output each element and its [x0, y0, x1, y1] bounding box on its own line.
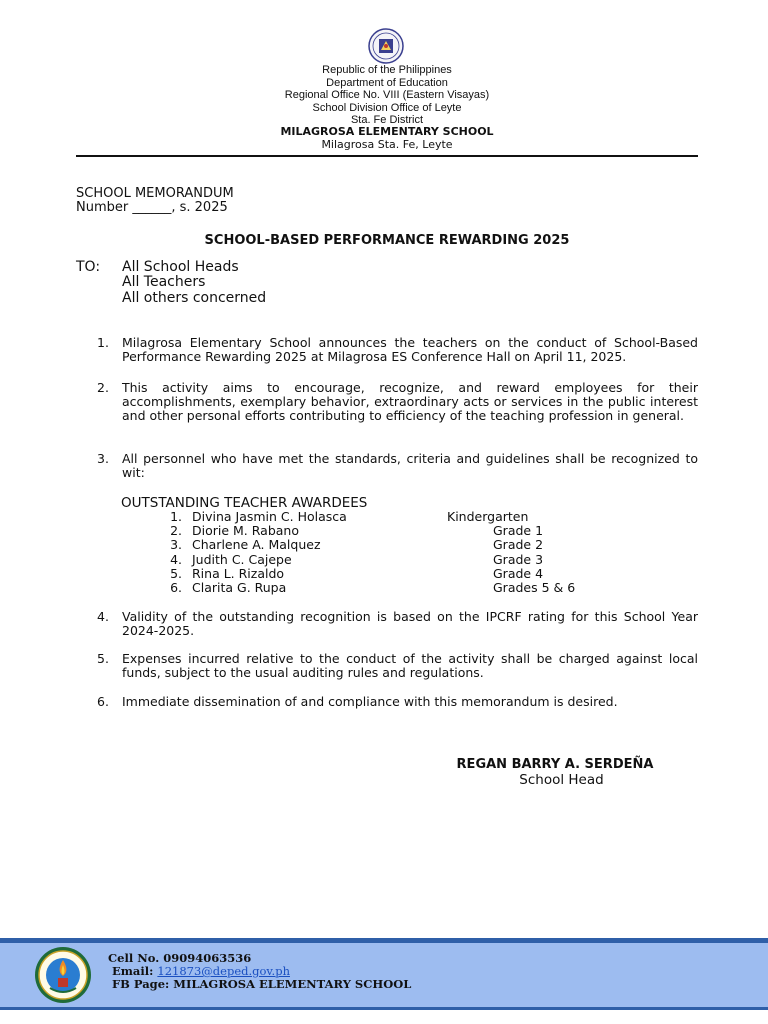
item-text: Expenses incurred relative to the conduct of the activity shall be charged against local funds, subject to the usual auditing rules and regulations.	[122, 651, 698, 680]
awardee-grade: Grade 1	[493, 523, 544, 538]
school-name: MILAGROSA ELEMENTARY SCHOOL	[280, 125, 494, 138]
awardee-number: 2.	[170, 523, 182, 538]
item-number: 5.	[97, 651, 109, 666]
awardee-number: 3.	[170, 537, 182, 552]
item-text: Validity of the outstanding recognition is based on the IPCRF rating for this School Year 2024-2025.	[122, 609, 698, 638]
header-line-1: Republic of the Philippines	[322, 64, 452, 76]
awardee-grade: Grade 4	[493, 566, 544, 581]
awardee-name: Diorie M. Rabano	[192, 523, 299, 538]
header-line-3: Regional Office No. VIII (Eastern Visayas)	[284, 89, 490, 101]
header-line-4: School Division Office of Leyte	[312, 102, 462, 114]
recipient: All Teachers	[122, 274, 206, 290]
header-divider	[76, 155, 698, 157]
awardee-name: Divina Jasmin C. Holasca	[192, 509, 347, 524]
awardee-name: Charlene A. Malquez	[192, 537, 321, 552]
school-logo-icon	[34, 946, 92, 1004]
item-number: 6.	[97, 694, 109, 709]
signatory-name: REGAN BARRY A. SERDEÑA	[456, 757, 654, 772]
awardee-number: 5.	[170, 566, 182, 581]
awardee-name: Rina L. Rizaldo	[192, 566, 285, 581]
item-text: Immediate dissemination of and compliance with this memorandum is desired.	[122, 694, 618, 709]
awardee-number: 6.	[170, 580, 182, 595]
recipient: All others concerned	[122, 290, 267, 306]
footer-fb-page: FB Page: MILAGROSA ELEMENTARY SCHOOL	[112, 977, 412, 991]
item-text: This activity aims to encourage, recognize, and reward employees for their accomplishments, exemplary behavior, extraordinary acts or services in the public interest and other personal efforts contributing to efficiency of the teaching profession in general.	[122, 380, 698, 423]
memo-title: SCHOOL-BASED PERFORMANCE REWARDING 2025	[204, 233, 570, 248]
to-label: TO:	[76, 259, 101, 275]
awardee-grade: Grades 5 & 6	[493, 580, 576, 595]
footer-email-label: Email:	[112, 964, 154, 978]
item-text: All personnel who have met the standards, criteria and guidelines shall be recognized to wit:	[122, 451, 698, 480]
item-number: 1.	[97, 335, 109, 350]
awardee-number: 1.	[170, 509, 182, 524]
deped-seal-icon	[368, 28, 404, 64]
awardee-number: 4.	[170, 552, 182, 567]
school-address: Milagrosa Sta. Fe, Leyte	[321, 138, 453, 151]
item-number: 2.	[97, 380, 109, 395]
awardee-grade: Kindergarten	[447, 509, 529, 524]
footer-cell: Cell No. 09094063536	[108, 951, 252, 965]
item-number: 3.	[97, 451, 109, 466]
footer-border-bottom	[0, 1007, 768, 1010]
awardee-grade: Grade 3	[493, 552, 544, 567]
signatory-title: School Head	[519, 772, 604, 788]
awardee-name: Judith C. Cajepe	[192, 552, 292, 567]
memo-number: Number ______, s. 2025	[76, 200, 228, 215]
header-line-2: Department of Education	[326, 77, 448, 89]
header-line-5: Sta. Fe District	[350, 114, 424, 126]
item-number: 4.	[97, 609, 109, 624]
awardees-heading: OUTSTANDING TEACHER AWARDEES	[121, 495, 368, 511]
awardee-grade: Grade 2	[493, 537, 544, 552]
awardee-name: Clarita G. Rupa	[192, 580, 287, 595]
item-text: Milagrosa Elementary School announces the teachers on the conduct of School-Based Performance Rewarding 2025 at Milagrosa ES Conference Hall on April 11, 2025.	[122, 335, 698, 364]
memo-type: SCHOOL MEMORANDUM	[76, 186, 234, 201]
recipient: All School Heads	[122, 259, 239, 275]
email-link[interactable]: 121873@deped.gov.ph	[157, 964, 290, 978]
